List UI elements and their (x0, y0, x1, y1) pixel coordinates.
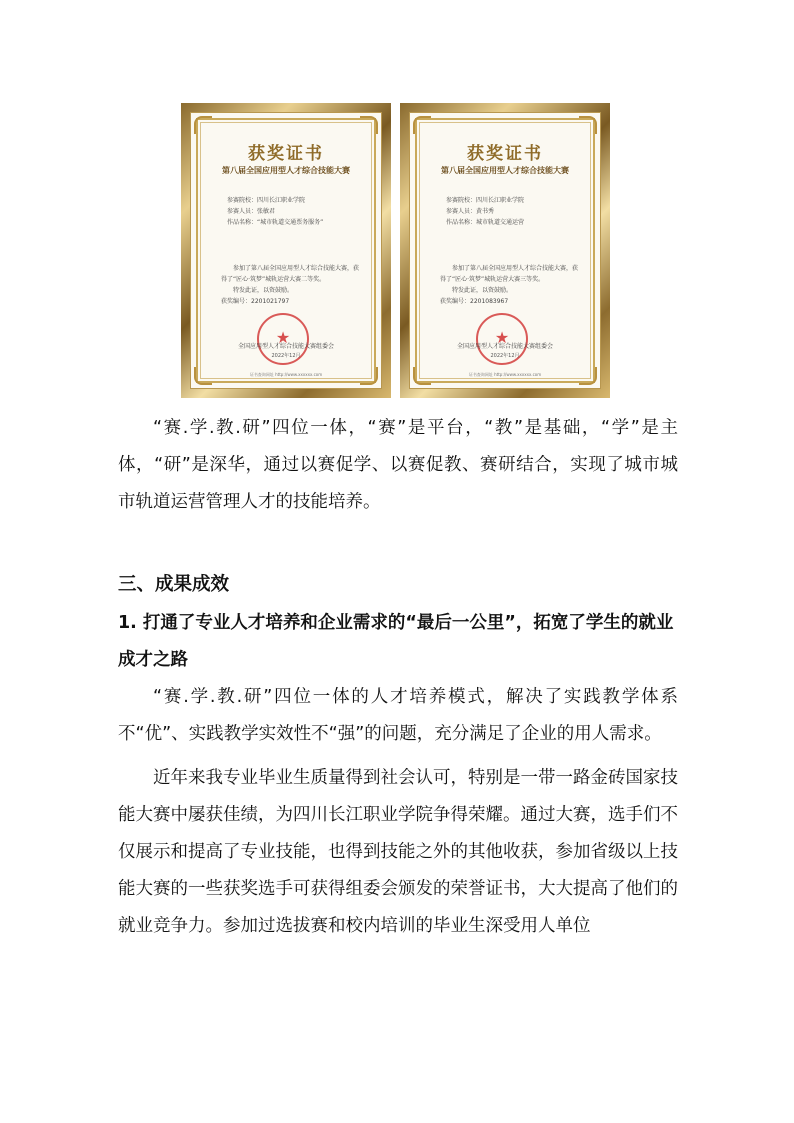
certificate-field: 作品名称：城市轨道交通运营 (446, 219, 525, 226)
certificate-body (221, 263, 363, 307)
certificate-frame (409, 112, 601, 389)
certificate-footer: 证书查询网址 http://www.xxxxxx.com (468, 372, 542, 377)
certificate-body-line: 参加了第八届全国应用型人才综合技能大赛，获得了“匠心·筑梦”城轨运营大赛二等奖。 (221, 265, 360, 283)
certificate-fields (227, 195, 367, 228)
certificate-title: 获奖证书 (248, 144, 324, 164)
ornament-corner (194, 116, 212, 134)
certificate-subtitle: 第八届全国应用型人才综合技能大赛 (441, 166, 569, 175)
intro-paragraph-text: “赛.学.教.研”四位一体，“赛”是平台，“教”是基础，“学”是主体，“研”是深华，通过以赛促学、以赛促教、赛研结合，实现了城市城市轨道运营管理人才的技能培养。 (118, 418, 678, 512)
certificate-body (440, 263, 582, 307)
certificate-frame (190, 112, 382, 389)
certificate-body-line: 获奖编号：2201083967 (440, 298, 509, 305)
certificate-field: 参赛人员：张敏君 (227, 208, 276, 215)
certificate-fields (446, 195, 586, 228)
certificate-title: 获奖证书 (467, 144, 543, 164)
certificate-footer: 证书查询网址 http://www.xxxxxx.com (249, 372, 323, 377)
certificate-field: 作品名称：“城市轨道交通票务服务” (227, 219, 324, 226)
certificate-field: 参赛院校：四川长江职业学院 (227, 197, 306, 204)
paragraph-3 (118, 760, 678, 945)
certificate-date: 2022年12月 (271, 353, 301, 359)
ornament-corner (579, 116, 597, 134)
certificate-image-2 (400, 103, 610, 398)
certificate-field: 参赛院校：四川长江职业学院 (446, 197, 525, 204)
certificate-date: 2022年12月 (490, 353, 520, 359)
intro-paragraph (118, 410, 678, 521)
paragraph-2-text: “赛.学.教.研”四位一体的人才培养模式，解决了实践教学体系不“优”、实践教学实效性不“强”的问题，充分满足了企业的用人需求。 (118, 687, 678, 744)
ornament-corner (360, 116, 378, 134)
certificate-body-line: 特发此证，以资鼓励。 (233, 287, 294, 294)
certificate-image-1 (181, 103, 391, 398)
paragraph-2 (118, 679, 678, 753)
section-heading: 三、成果成效 (118, 574, 230, 595)
certificate-organizer: 全国应用型人才综合技能大赛组委会 (456, 343, 553, 350)
certificate-organizer: 全国应用型人才综合技能大赛组委会 (237, 343, 334, 350)
certificate-field: 参赛人员：黄书秀 (446, 208, 495, 215)
ornament-corner (413, 116, 431, 134)
certificate-body-line: 参加了第八届全国应用型人才综合技能大赛，获得了“匠心·筑梦”城轨运营大赛三等奖。 (440, 265, 579, 283)
subheading: 1. 打通了专业人才培养和企业需求的“最后一公里”，拓宽了学生的就业成才之路 (118, 613, 674, 670)
certificate-subtitle: 第八届全国应用型人才综合技能大赛 (222, 166, 350, 175)
certificate-body-line: 获奖编号：2201021797 (221, 298, 290, 305)
paragraph-3-text: 近年来我专业毕业生质量得到社会认可，特别是一带一路金砖国家技能大赛中屡获佳绩，为四川长江职业学院争得荣耀。通过大赛，选手们不仅展示和提高了专业技能，也得到技能之外的其他收获，参加省级以上技能大赛的一些获奖选手可获得组委会颁发的荣誉证书，大大提高了他们的就业竞争力。参加过选拔赛和校内培训的毕业生深受用人单位 (118, 768, 678, 936)
certificate-body-line: 特发此证，以资鼓励。 (452, 287, 513, 294)
